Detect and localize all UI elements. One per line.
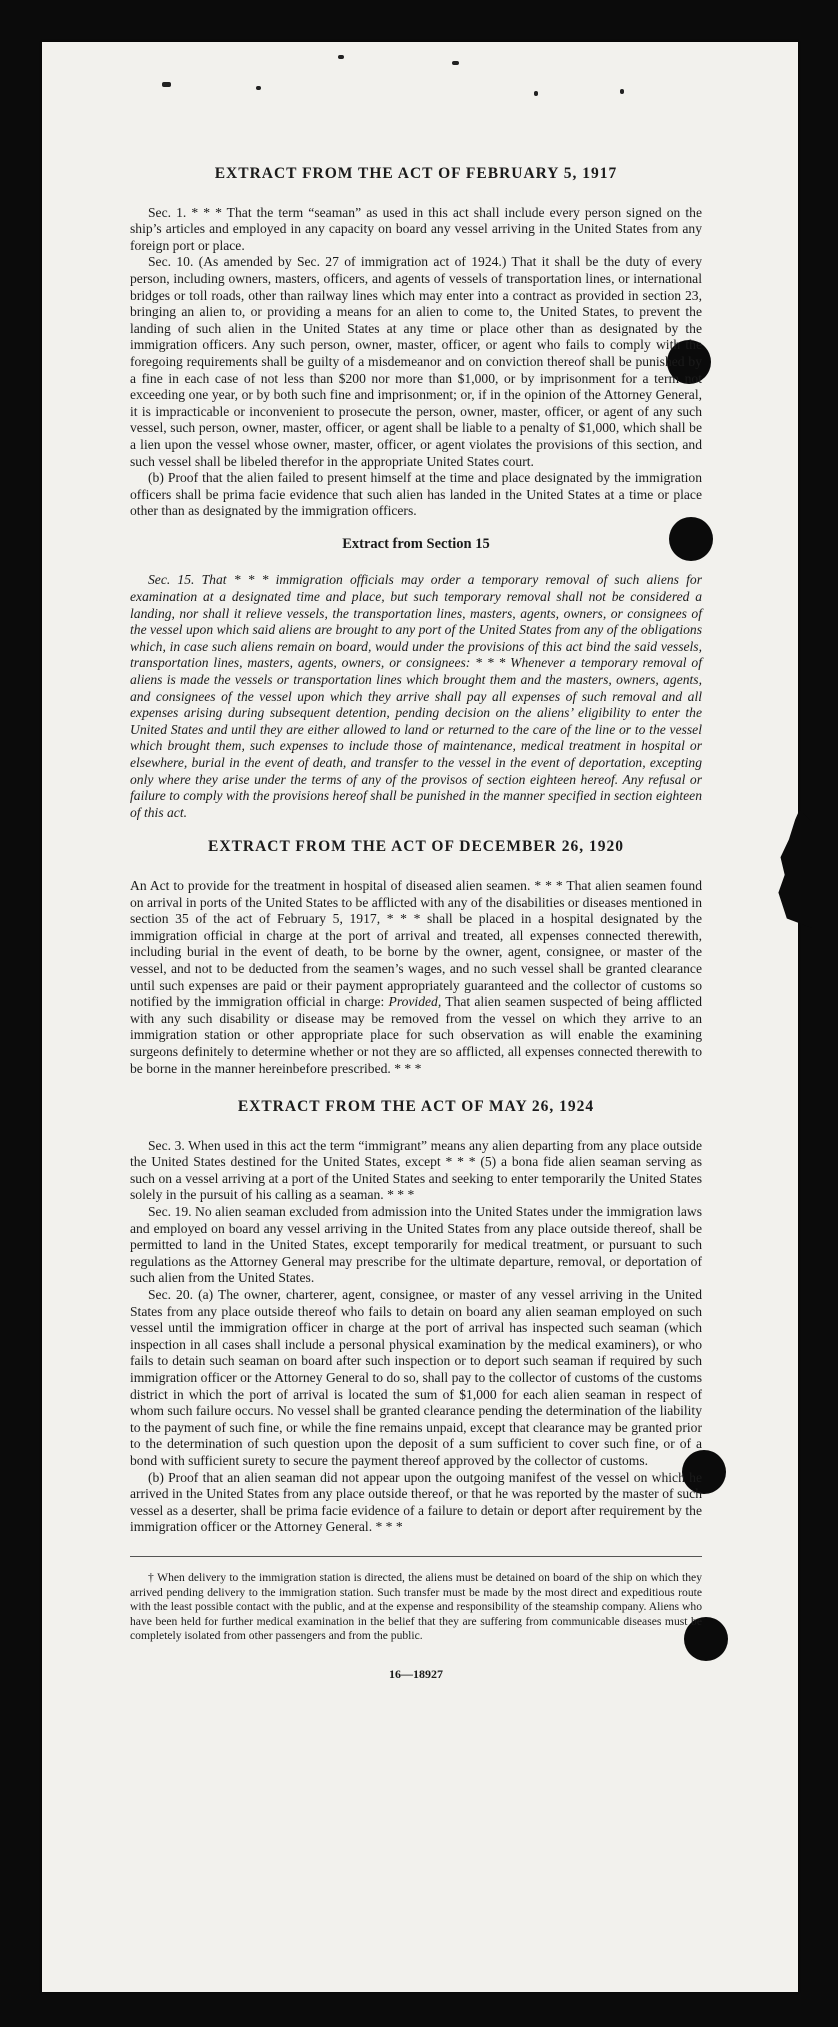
ink-speck: [452, 61, 459, 65]
paragraph-sec-1: Sec. 1. * * * That the term “seaman” as used in this act shall include every person signed on the ship’s articles and employed in any capacity on board any vessel arriving in the United States from any foreign port or place.: [130, 204, 702, 253]
paragraph-sec-3: Sec. 3. When used in this act the term “immigrant” means any alien departing from any place outside the United States destined for the United States, except * * * (5) a bona fide alien seaman serving as such on a vessel arriving at a port of the United States and seeking to enter temporarily the United States solely in the pursuit of his calling as a seaman. * * *: [130, 1137, 702, 1203]
provided-term: Provided,: [388, 994, 442, 1010]
ink-speck: [620, 89, 624, 94]
footnote-divider: [130, 1556, 702, 1557]
ink-speck: [338, 55, 344, 59]
paragraph-sec-10b: (b) Proof that the alien failed to present himself at the time and place designated by the immigration officers shall be prima facie evidence that such alien has landed in the United States at a time or place other than as designated by the immigration officers.: [130, 470, 702, 519]
paragraph-sec-10: Sec. 10. (As amended by Sec. 27 of immigration act of 1924.) That it shall be the duty of every person, including owners, masters, officers, and agents of vessels of transportation lines, or international bridges or toll roads, other than railway lines which may enter into a contract as provided in section 23, bringing an alien to, or providing a means for an alien to come to, the United States, to prevent the landing of such alien in the United States at any time or place other than as designated by the immigration officers. Any such person, owner, master, officer, or agent who fails to comply with the foregoing requirements shall be guilty of a misdemeanor and on conviction thereof shall be punished by a fine in each case of not less than $200 nor more than $1,000, or by imprisonment for a term not exceeding one year, or by both such fine and imprisonment; or, if in the opinion of the Attorney General, it is impracticable or inconvenient to prosecute the person, owner, master, officer, or agent of any such vessel, such person, owner, master, officer, or agent shall be liable to a penalty of $1,000, which shall be a lien upon the vessel whose owner, master, officer, or agent violates the provisions of this section, and such vessel shall be libeled therefor in the appropriate United States court.: [130, 254, 702, 469]
text-before: An Act to provide for the treatment in hospital of diseased alien seamen. * * * That alien seamen found on arrival in ports of the United States to be afflicted with any of the disabilities or diseases mentioned in section 35 of the act of February 5, 1917, * * * shall be placed in a hospital designated by the immigration official in charge at the port of arrival and treated, all expenses connected therewith, including burial in the event of death, to be borne by the owner, agent, consignee, or master of the vessel, and not to be deducted from the seamen’s wages, and no such vessel shall be granted clearance until such expenses are paid or their payment appropriately guaranteed and the collector of customs so notified by the immigration official in charge:: [130, 877, 702, 1010]
section-heading: EXTRACT FROM THE ACT OF FEBRUARY 5, 1917: [214, 165, 618, 182]
footnote: † When delivery to the immigration station is directed, the aliens must be detained on board of the ship on which they arrived pending delivery to the immigration station. Such transfer must be made by the most direct and expeditious route with the least possible contact with the public, and at the expense and responsibility of the steamship company. Aliens who have been held for further medical examination in the belief that they are suffering from communicable diseases must be completely isolated from other passengers and from the public.: [130, 1570, 702, 1643]
ink-speck: [162, 82, 171, 87]
section-heading: EXTRACT FROM THE ACT OF DECEMBER 26, 1920: [208, 838, 624, 856]
document-number: 16—18927: [389, 1666, 443, 1681]
paragraph-dec-1920: [130, 878, 702, 1077]
section-heading: EXTRACT FROM THE ACT OF MAY 26, 1924: [237, 1098, 595, 1116]
paragraph-sec-19: Sec. 19. No alien seaman excluded from admission into the United States under the immigration laws and employed on board any vessel arriving in the United States from any place outside thereof, shall be permitted to land in the United States, except temporarily for medical treatment, or pursuant to such regulations as the Attorney General may prescribe for the ultimate departure, removal, or deportation of such alien from the United States.: [130, 1204, 702, 1286]
document-body: [130, 160, 702, 1683]
paragraph-sec-15: Sec. 15. That * * * immigration officials may order a temporary removal of such aliens for examination at a designated time and place, but such temporary removal shall not be considered a landing, nor shall it relieve vessels, the transportation lines, masters, agents, owners, or consignees of the vessel upon which said aliens are brought to any port of the United States from any of the obligations which, in case such aliens remain on board, would under the provisions of this act bind the said vessels, transportation lines, masters, agents, owners, or consignees: * * * Whenever a temporary removal of aliens is made the vessels or transportation lines which brought them and the masters, owners, agents, and consignees of the vessel upon which they arrive shall pay all expenses of such removal and all expenses arising during subsequent detention, pending decision on the aliens’ eligibility to enter the United States and until they are either allowed to land or returned to the care of the line or to the vessel which brought them, such expenses to include those of maintenance, medical treatment in hospital or elsewhere, burial in the event of death, and transfer to the vessel in the event of deportation, excepting only where they arise under the terms of any of the provisos of section eighteen hereof. Any refusal or failure to comply with the provisions hereof shall be punished in the manner specified in section eighteen of this act.: [130, 572, 702, 820]
ink-speck: [534, 91, 538, 96]
text-after: That alien seamen suspected of being afflicted with any such disability or disease may be removed from the vessel on which they arrive to an immigration station or other appropriate place for such observation as will enable the examining surgeons definitely to determine whether or not they are so afflicted, all expenses connected therewith to be borne in the manner hereinbefore prescribed. * * *: [130, 994, 702, 1076]
paragraph-sec-20a: Sec. 20. (a) The owner, charterer, agent, consignee, or master of any vessel arriving in the United States from any place outside thereof who fails to detain on board any alien seaman employed on such vessel until the immigration officer in charge at the port of arrival has inspected such seaman (which inspection in all cases shall include a personal physical examination by the medical examiners), or who fails to detain such seaman on board after such inspection or to deport such seaman if required by such immigration officer or the Attorney General to do so, shall pay to the collector of customs of the customs district in which the port of arrival is located the sum of $1,000 for each alien seaman in respect of whom such failure occurs. No vessel shall be granted clearance pending the determination of the liability to the payment of such fine, or while the fine remains unpaid, except that clearance may be granted prior to the determination of such question upon the deposit of a sum sufficient to cover such fine, or of a bond with sufficient surety to secure the payment thereof approved by the collector of customs.: [130, 1287, 702, 1468]
subsection-heading: Extract from Section 15: [342, 535, 490, 552]
ink-speck: [256, 86, 261, 90]
paragraph-sec-20b: (b) Proof that an alien seaman did not appear upon the outgoing manifest of the vessel on which he arrived in the United States from any place outside thereof, or that he was reported by the master of such vessel as a deserter, shall be prima facie evidence of a failure to detain or deport after requirement by the immigration officer or the Attorney General. * * *: [130, 1469, 702, 1535]
